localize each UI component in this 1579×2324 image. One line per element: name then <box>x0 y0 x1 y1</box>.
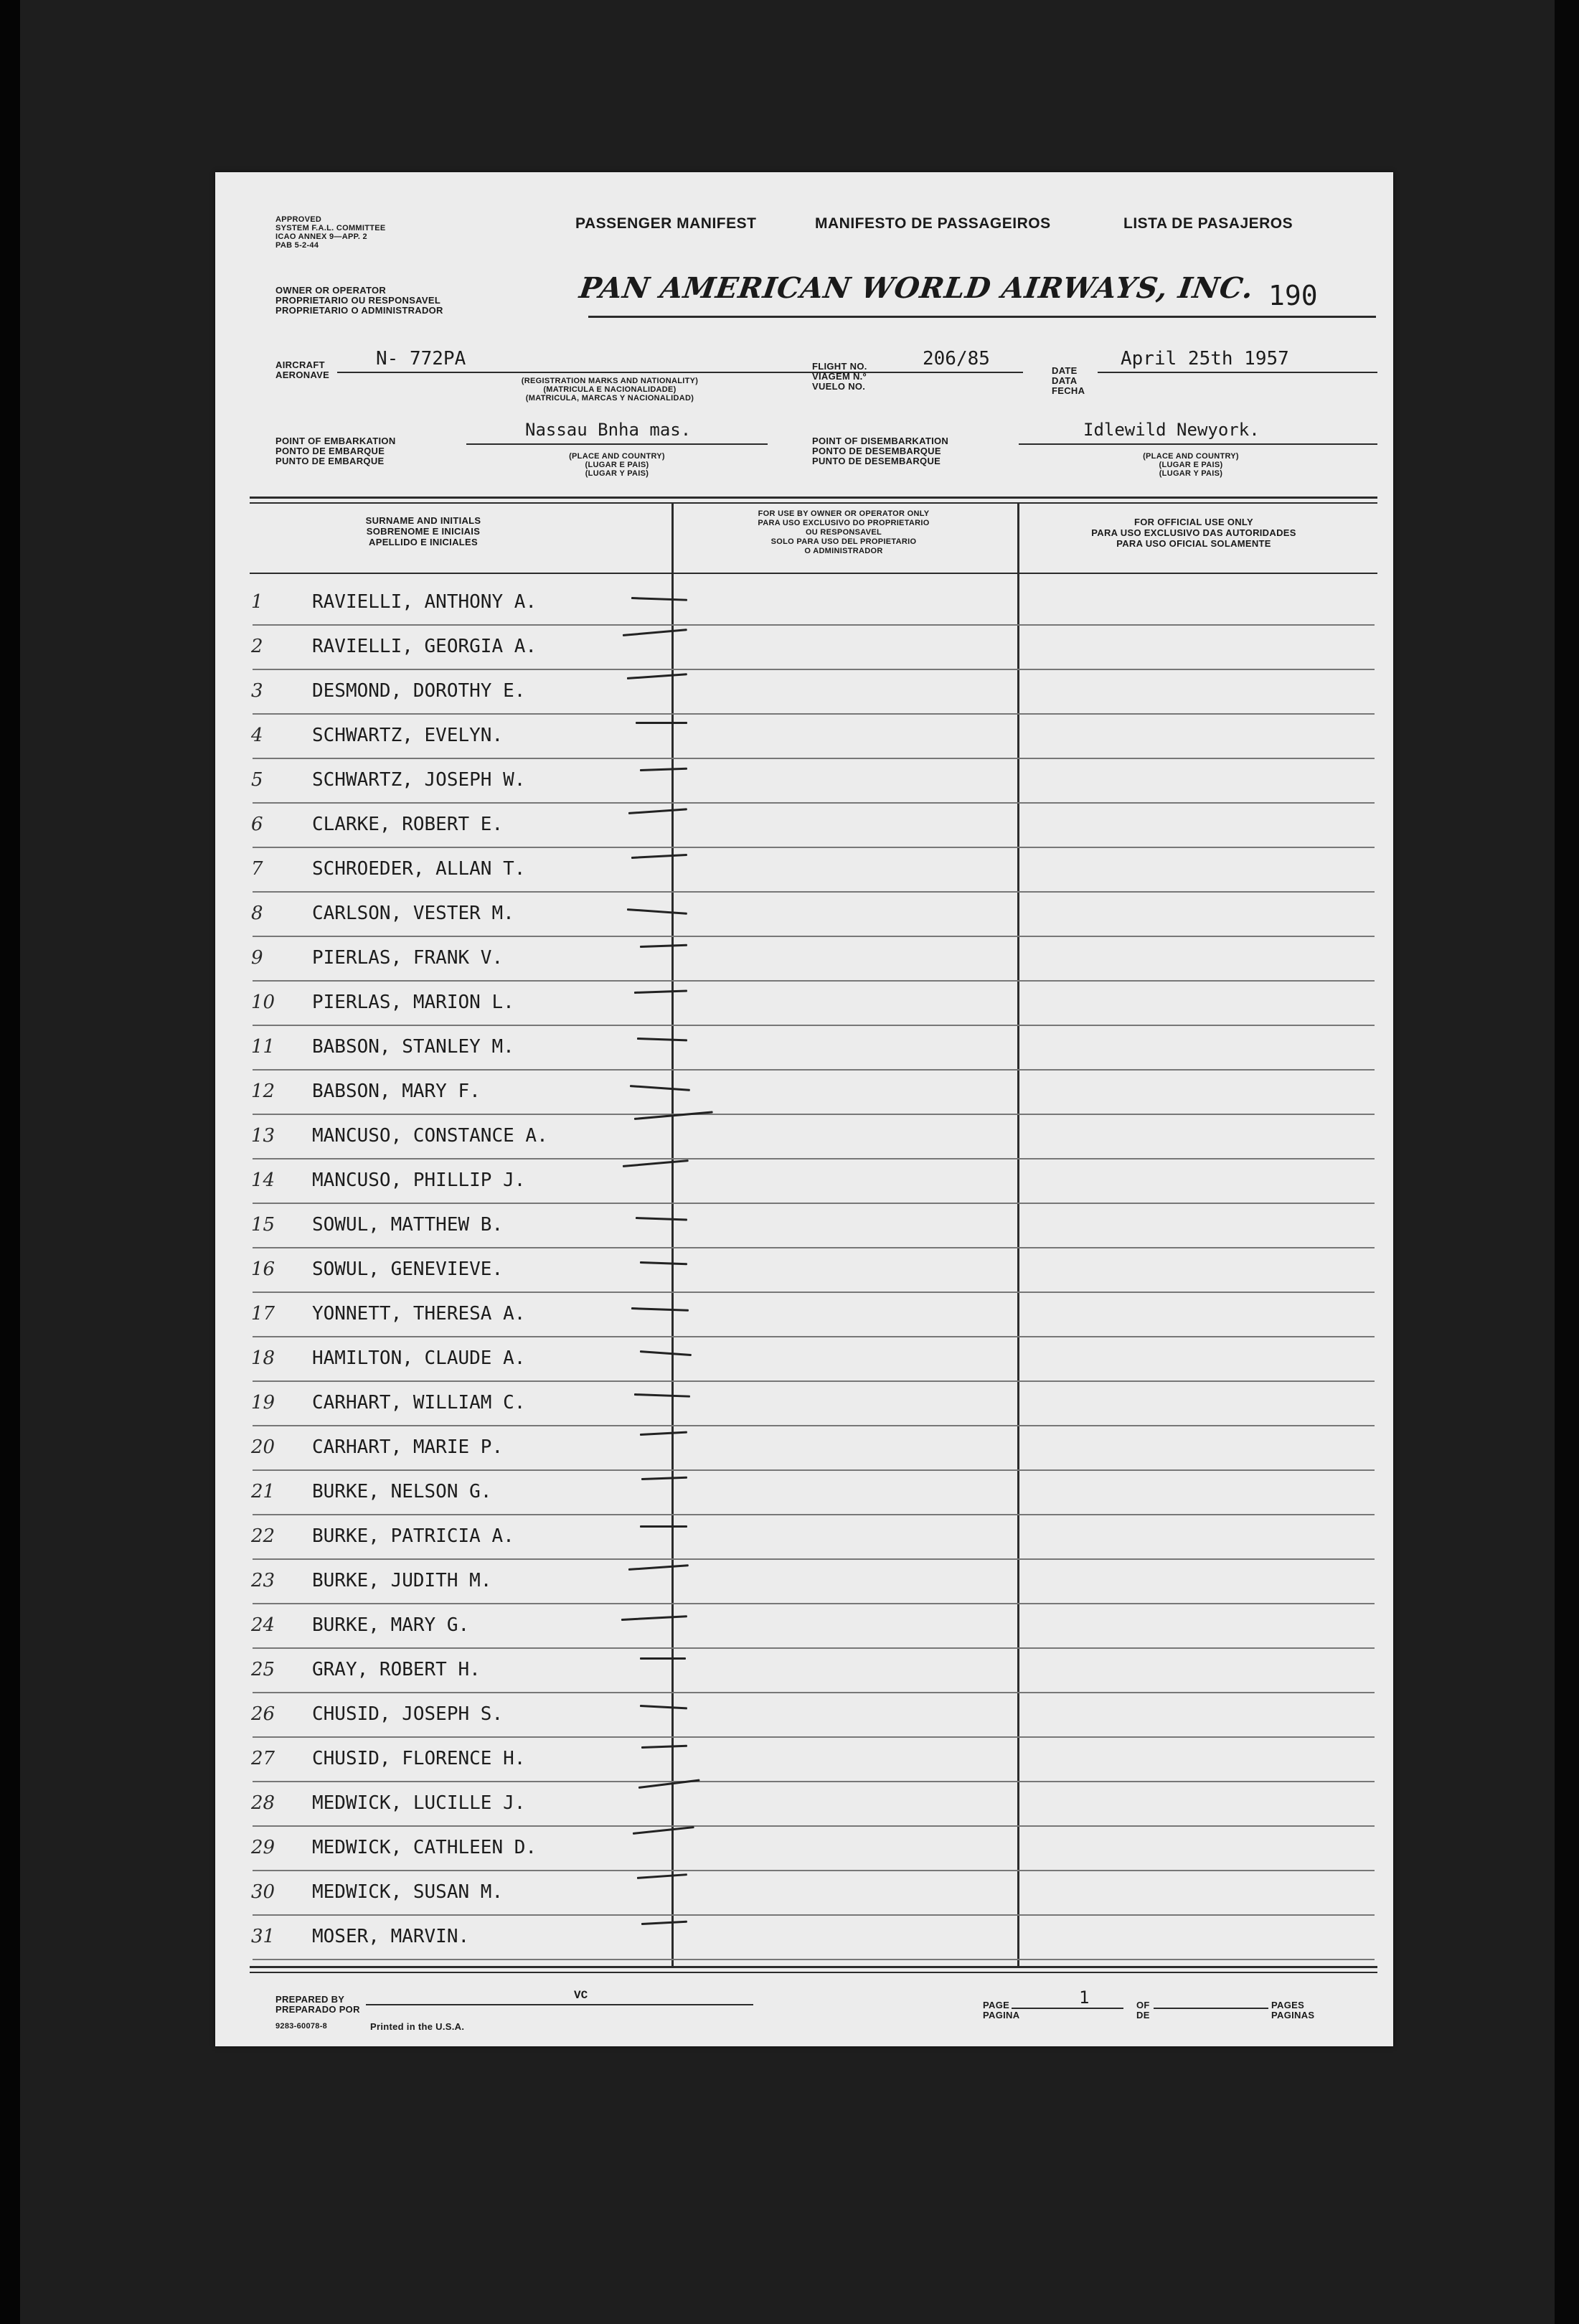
passenger-name: BURKE, JUDITH M. <box>312 1570 492 1591</box>
passenger-name: BURKE, PATRICIA A. <box>312 1525 514 1547</box>
check-mark <box>621 1615 687 1621</box>
caption-line: (PLACE AND COUNTRY) <box>1143 452 1239 461</box>
caption-line: (MATRICULA, MARCAS Y NACIONALIDAD) <box>525 394 694 403</box>
check-mark <box>631 854 687 859</box>
date-label-line: DATE <box>1052 365 1078 376</box>
row-number: 26 <box>251 1703 275 1725</box>
row-number: 9 <box>251 947 263 969</box>
row-number: 16 <box>251 1259 275 1280</box>
prepared-value: VC <box>574 1989 588 2002</box>
flight-underline <box>882 372 1023 373</box>
of-label-line: OF <box>1136 2000 1150 2010</box>
title-portuguese: MANIFESTO DE PASSAGEIROS <box>815 215 1051 232</box>
flight-label <box>812 362 867 392</box>
registration-caption <box>430 377 789 403</box>
col-header-line: SOBRENOME E INICIAIS <box>366 526 481 537</box>
row-number: 22 <box>251 1525 275 1547</box>
caption-line: (MATRICULA E NACIONALIDADE) <box>543 385 677 394</box>
passenger-row <box>215 670 1393 715</box>
embark-label-line: PUNTO DE EMBARQUE <box>275 456 385 466</box>
row-number: 29 <box>251 1837 275 1858</box>
col-header-line: OU RESPONSAVEL <box>805 528 882 537</box>
title-english: PASSENGER MANIFEST <box>575 215 757 232</box>
row-number: 3 <box>251 680 263 702</box>
scan-left-border <box>0 0 20 2324</box>
prepared-label-line: PREPARADO POR <box>275 2004 360 2015</box>
embark-place-caption <box>517 452 717 478</box>
disembark-underline <box>1019 443 1377 445</box>
check-mark <box>634 989 687 994</box>
table-top-rule <box>250 497 1377 499</box>
of-label <box>1136 2000 1150 2020</box>
date-value: April 25th 1957 <box>1121 348 1289 370</box>
passenger-row <box>215 1738 1393 1782</box>
check-mark <box>637 1038 687 1041</box>
page-stamp-number: 190 <box>1268 280 1318 311</box>
scan-right-border <box>1555 0 1579 2324</box>
passenger-row <box>215 848 1393 893</box>
pages-label <box>1271 2000 1314 2020</box>
row-number: 11 <box>251 1036 275 1058</box>
passenger-name: SOWUL, MATTHEW B. <box>312 1214 504 1236</box>
passenger-name: CLARKE, ROBERT E. <box>312 814 504 835</box>
row-number: 12 <box>251 1081 275 1102</box>
passenger-name: GRAY, ROBERT H. <box>312 1659 481 1680</box>
row-number: 14 <box>251 1170 275 1191</box>
passenger-row <box>215 1916 1393 1960</box>
row-number: 1 <box>251 591 263 613</box>
passenger-name: PIERLAS, MARION L. <box>312 992 514 1013</box>
check-mark <box>633 1826 694 1835</box>
check-mark <box>623 629 687 636</box>
flight-label-line: VIAGEM N.º <box>812 371 867 382</box>
passenger-name: DESMOND, DOROTHY E. <box>312 680 526 702</box>
passenger-row <box>215 1204 1393 1248</box>
disembark-label-line: POINT OF DISEMBARKATION <box>812 436 949 446</box>
passenger-name: MANCUSO, PHILLIP J. <box>312 1170 526 1191</box>
pages-label-line: PAGES <box>1271 2000 1305 2010</box>
check-mark <box>628 1564 689 1571</box>
passenger-name: MEDWICK, SUSAN M. <box>312 1881 504 1903</box>
date-label-line: FECHA <box>1052 385 1085 396</box>
row-number: 5 <box>251 769 263 791</box>
passenger-row <box>215 581 1393 626</box>
approval-line: PAB 5-2-44 <box>275 241 319 250</box>
table-bottom-rule <box>250 1966 1377 1968</box>
row-number: 31 <box>251 1926 275 1947</box>
aircraft-label <box>275 360 329 380</box>
col-header-surname <box>280 515 567 547</box>
passenger-row <box>215 759 1393 804</box>
row-number: 23 <box>251 1570 275 1591</box>
embark-label-line: PONTO DE EMBARQUE <box>275 446 385 456</box>
owner-label-line: PROPRIETARIO OU RESPONSAVEL <box>275 295 441 306</box>
check-mark <box>623 1159 689 1167</box>
passenger-row <box>215 1337 1393 1382</box>
page-label <box>983 2000 1019 2020</box>
check-mark <box>637 1873 687 1879</box>
check-mark <box>628 808 687 814</box>
embark-label-line: POINT OF EMBARKATION <box>275 436 396 446</box>
form-number: 9283-60078-8 <box>275 2022 328 2031</box>
prepared-underline <box>366 2004 753 2005</box>
passenger-row <box>215 1515 1393 1560</box>
row-number: 18 <box>251 1347 275 1369</box>
col-header-line: FOR OFFICIAL USE ONLY <box>1134 517 1253 527</box>
check-mark <box>631 1307 689 1312</box>
passenger-row <box>215 1115 1393 1159</box>
caption-line: (LUGAR E PAIS) <box>1159 461 1223 469</box>
company-name: PAN AMERICAN WORLD AIRWAYS, INC. <box>577 271 1256 305</box>
col-header-line: FOR USE BY OWNER OR OPERATOR ONLY <box>758 509 930 518</box>
check-mark <box>640 1431 687 1436</box>
passenger-name: CHUSID, JOSEPH S. <box>312 1703 504 1725</box>
flight-label-line: FLIGHT NO. <box>812 361 867 372</box>
passenger-row <box>215 1693 1393 1738</box>
flight-label-line: VUELO NO. <box>812 381 866 392</box>
row-number: 19 <box>251 1392 275 1413</box>
col-header-line: PARA USO OFICIAL SOLAMENTE <box>1116 538 1271 549</box>
passenger-row <box>215 1827 1393 1871</box>
passenger-name: MOSER, MARVIN. <box>312 1926 470 1947</box>
flight-value: 206/85 <box>923 348 990 370</box>
check-mark <box>640 1261 687 1265</box>
passenger-row <box>215 1426 1393 1471</box>
disembark-label-line: PUNTO DE DESEMBARQUE <box>812 456 941 466</box>
printed-note: Printed in the U.S.A. <box>370 2021 465 2032</box>
row-number: 20 <box>251 1436 275 1458</box>
passenger-row <box>215 1782 1393 1827</box>
passenger-name: BABSON, MARY F. <box>312 1081 481 1102</box>
manifest-page <box>215 172 1393 2046</box>
table-bottom-rule <box>250 1972 1377 1973</box>
approval-line: APPROVED <box>275 215 322 224</box>
page-label-line: PAGE <box>983 2000 1010 2010</box>
row-number: 21 <box>251 1481 275 1502</box>
passenger-row <box>215 804 1393 848</box>
check-mark <box>640 1525 687 1528</box>
caption-line: (REGISTRATION MARKS AND NATIONALITY) <box>521 377 699 385</box>
prepared-label <box>275 1995 360 2015</box>
prepared-label-line: PREPARED BY <box>275 1994 345 2005</box>
caption-line: (LUGAR Y PAIS) <box>585 469 649 478</box>
check-mark <box>634 1393 690 1398</box>
passenger-row <box>215 1649 1393 1693</box>
row-number: 13 <box>251 1125 275 1147</box>
row-number: 7 <box>251 858 263 880</box>
check-mark <box>631 597 687 601</box>
passenger-name: RAVIELLI, GEORGIA A. <box>312 636 537 657</box>
row-number: 25 <box>251 1659 275 1680</box>
aircraft-label-line: AIRCRAFT <box>275 359 325 370</box>
passenger-name: BABSON, STANLEY M. <box>312 1036 514 1058</box>
disembark-place-caption <box>1090 452 1291 478</box>
embark-underline <box>466 443 768 445</box>
row-number: 17 <box>251 1303 275 1325</box>
passenger-name: YONNETT, THERESA A. <box>312 1303 526 1325</box>
passenger-name: CARHART, WILLIAM C. <box>312 1392 526 1413</box>
owner-label-line: OWNER OR OPERATOR <box>275 285 387 296</box>
passenger-name: CARHART, MARIE P. <box>312 1436 504 1458</box>
passenger-name: SCHWARTZ, JOSEPH W. <box>312 769 526 791</box>
row-number: 27 <box>251 1748 275 1769</box>
row-number: 6 <box>251 814 263 835</box>
title-spanish: LISTA DE PASAJEROS <box>1123 215 1293 232</box>
passenger-list <box>215 581 1393 1966</box>
aircraft-label-line: AERONAVE <box>275 370 330 380</box>
check-mark <box>640 944 687 948</box>
table-top-rule <box>250 502 1377 504</box>
passenger-row <box>215 1071 1393 1115</box>
passenger-name: MEDWICK, LUCILLE J. <box>312 1792 526 1814</box>
row-number: 28 <box>251 1792 275 1814</box>
page-value: 1 <box>1079 1987 1090 2008</box>
passenger-name: PIERLAS, FRANK V. <box>312 947 504 969</box>
passenger-row <box>215 1382 1393 1426</box>
passenger-row <box>215 1248 1393 1293</box>
check-mark <box>641 1921 687 1925</box>
col-header-line: PARA USO EXCLUSIVO DAS AUTORIDADES <box>1091 527 1296 538</box>
passenger-name: BURKE, MARY G. <box>312 1614 470 1636</box>
page-underline <box>1012 2008 1123 2009</box>
aircraft-underline <box>337 372 882 373</box>
date-label <box>1052 366 1085 396</box>
caption-line: (PLACE AND COUNTRY) <box>569 452 665 461</box>
passenger-row <box>215 982 1393 1026</box>
passenger-name: SOWUL, GENEVIEVE. <box>312 1259 504 1280</box>
check-mark <box>627 908 687 915</box>
passenger-name: CARLSON, VESTER M. <box>312 903 514 924</box>
col-header-owner-use <box>671 509 1016 556</box>
pages-label-line: PAGINAS <box>1271 2010 1315 2020</box>
passenger-row <box>215 893 1393 937</box>
passenger-name: RAVIELLI, ANTHONY A. <box>312 591 537 613</box>
passenger-row <box>215 1471 1393 1515</box>
row-number: 10 <box>251 992 275 1013</box>
date-label-line: DATA <box>1052 375 1078 386</box>
passenger-name: MANCUSO, CONSTANCE A. <box>312 1125 548 1147</box>
passenger-row <box>215 937 1393 982</box>
passenger-row <box>215 1871 1393 1916</box>
passenger-name: CHUSID, FLORENCE H. <box>312 1748 526 1769</box>
approval-line: SYSTEM F.A.L. COMMITTEE <box>275 224 386 232</box>
passenger-row <box>215 1293 1393 1337</box>
passenger-name: MEDWICK, CATHLEEN D. <box>312 1837 537 1858</box>
col-header-line: SURNAME AND INITIALS <box>365 515 481 526</box>
check-mark <box>641 1477 687 1480</box>
passenger-name: BURKE, NELSON G. <box>312 1481 492 1502</box>
col-header-line: O ADMINISTRADOR <box>804 547 883 555</box>
col-header-official-use <box>1014 517 1373 549</box>
row-number: 8 <box>251 903 263 924</box>
col-header-line: PARA USO EXCLUSIVO DO PROPRIETARIO <box>758 519 930 527</box>
passenger-row <box>215 1604 1393 1649</box>
of-label-line: DE <box>1136 2010 1150 2020</box>
disembark-label <box>812 436 948 466</box>
row-number: 24 <box>251 1614 275 1636</box>
approval-line: ICAO ANNEX 9—APP. 2 <box>275 232 367 241</box>
passenger-name: SCHWARTZ, EVELYN. <box>312 725 504 746</box>
caption-line: (LUGAR Y PAIS) <box>1159 469 1223 478</box>
check-mark <box>630 1085 690 1091</box>
check-mark <box>640 768 687 771</box>
check-mark <box>641 1745 687 1749</box>
row-number: 30 <box>251 1881 275 1903</box>
check-mark <box>640 1350 692 1356</box>
passenger-row <box>215 1026 1393 1071</box>
passenger-row <box>215 715 1393 759</box>
passenger-row <box>215 1159 1393 1204</box>
col-header-line: APELLIDO E INICIALES <box>369 537 478 547</box>
header-bottom-rule <box>250 573 1377 574</box>
page-label-line: PAGINA <box>983 2010 1020 2020</box>
row-rule <box>253 1959 1375 1960</box>
passenger-name: HAMILTON, CLAUDE A. <box>312 1347 526 1369</box>
disembark-label-line: PONTO DE DESEMBARQUE <box>812 446 941 456</box>
row-number: 15 <box>251 1214 275 1236</box>
owner-label <box>275 286 443 316</box>
embark-label <box>275 436 396 466</box>
row-number: 2 <box>251 636 263 657</box>
check-mark <box>640 1657 686 1660</box>
check-mark <box>640 1705 687 1709</box>
owner-label-line: PROPRIETARIO O ADMINISTRADOR <box>275 305 443 316</box>
approval-block <box>275 215 386 250</box>
embark-value: Nassau Bnha mas. <box>525 420 692 440</box>
caption-line: (LUGAR E PAIS) <box>585 461 649 469</box>
passenger-row <box>215 626 1393 670</box>
check-mark <box>636 722 687 724</box>
aircraft-value: N- 772PA <box>376 348 466 370</box>
passenger-name: SCHROEDER, ALLAN T. <box>312 858 526 880</box>
passenger-row <box>215 1560 1393 1604</box>
check-mark <box>636 1217 687 1221</box>
col-header-line: SOLO PARA USO DEL PROPIETARIO <box>770 537 917 546</box>
disembark-value: Idlewild Newyork. <box>1083 420 1260 440</box>
check-mark <box>627 673 687 679</box>
of-underline <box>1154 2008 1268 2009</box>
row-number: 4 <box>251 725 263 746</box>
owner-underline <box>588 316 1376 318</box>
date-underline <box>1098 372 1377 373</box>
